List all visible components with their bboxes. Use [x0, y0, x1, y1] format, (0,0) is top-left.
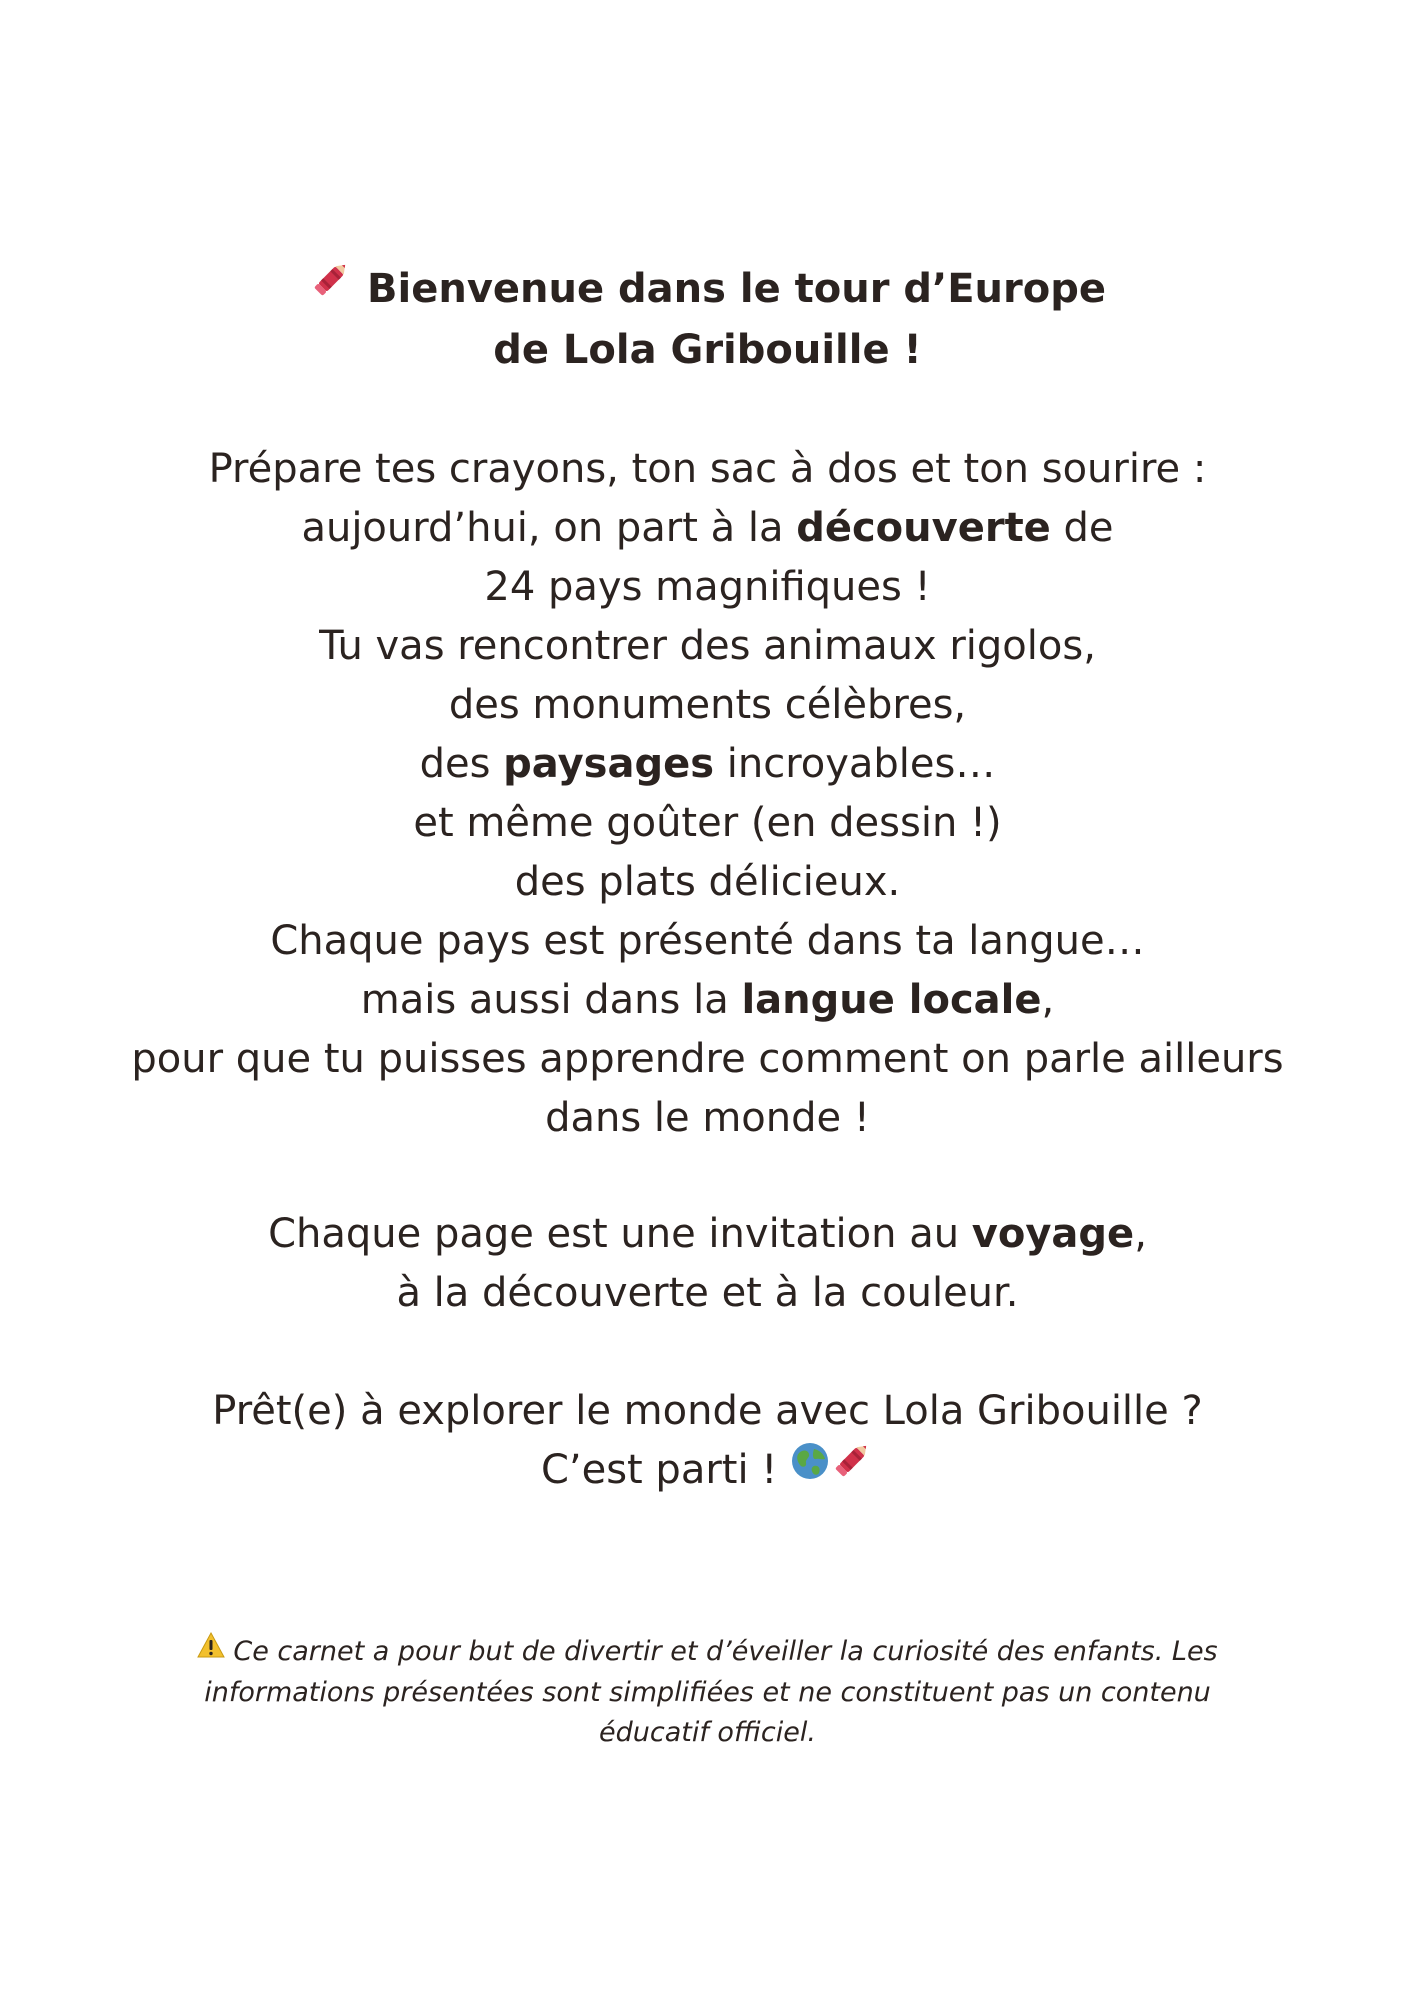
outro-line	[0, 1441, 1415, 1503]
intro-text: incroyables…	[714, 741, 996, 787]
intro-line: Chaque pays est présenté dans ta langue…	[270, 918, 1145, 964]
voyage-text: Chaque page est une invitation au	[268, 1211, 972, 1257]
intro-paragraph	[0, 440, 1415, 1148]
voyage-paragraph	[0, 1205, 1415, 1323]
voyage-line	[0, 1205, 1415, 1264]
intro-line: et même goûter (en dessin !)	[413, 800, 1002, 846]
intro-line: 24 pays magnifiques !	[484, 564, 931, 610]
intro-text: des	[419, 741, 504, 787]
intro-text: de	[1050, 505, 1114, 551]
intro-line	[0, 499, 1415, 558]
intro-bold-paysages: paysages	[503, 741, 715, 787]
intro-line	[0, 971, 1415, 1030]
intro-line: pour que tu puisses apprendre comment on parle ailleurs	[131, 1036, 1284, 1082]
page-title	[0, 260, 1415, 379]
title-line-2: de Lola Gribouille !	[493, 327, 922, 373]
disclaimer-note	[150, 1632, 1265, 1753]
intro-line: des monuments célèbres,	[448, 682, 967, 728]
intro-text: ,	[1041, 977, 1055, 1023]
warning-icon	[197, 1630, 225, 1670]
voyage-bold: voyage	[971, 1211, 1135, 1257]
intro-bold-langue-locale: langue locale	[741, 977, 1042, 1023]
voyage-line: à la découverte et à la couleur.	[396, 1270, 1019, 1316]
crayon-icon	[309, 257, 353, 317]
intro-line: Tu vas rencontrer des animaux rigolos,	[319, 623, 1096, 669]
intro-bold-decouverte: découverte	[796, 505, 1051, 551]
globe-icon	[790, 1439, 830, 1498]
intro-text: aujourd’hui, on part à la	[301, 505, 797, 551]
outro-text: C’est parti !	[540, 1447, 791, 1493]
intro-line: dans le monde !	[545, 1095, 870, 1141]
intro-line: des plats délicieux.	[514, 859, 901, 905]
intro-line	[0, 735, 1415, 794]
intro-line: Prépare tes crayons, ton sac à dos et ton sourire :	[208, 446, 1207, 492]
title-text-1: Bienvenue dans le tour d’Europe	[367, 266, 1106, 312]
outro-line: Prêt(e) à explorer le monde avec Lola Gribouille ?	[212, 1388, 1203, 1434]
outro-paragraph	[0, 1382, 1415, 1503]
voyage-text: ,	[1134, 1211, 1147, 1257]
crayon-icon	[830, 1438, 874, 1499]
disclaimer-text: Ce carnet a pour but de divertir et d’éveiller la curiosité des enfants. Les informations présentées sont simplifiées et ne constituent pas un contenu éducatif officiel.	[204, 1636, 1218, 1748]
intro-text: mais aussi dans la	[360, 977, 742, 1023]
title-line-1	[0, 260, 1415, 321]
